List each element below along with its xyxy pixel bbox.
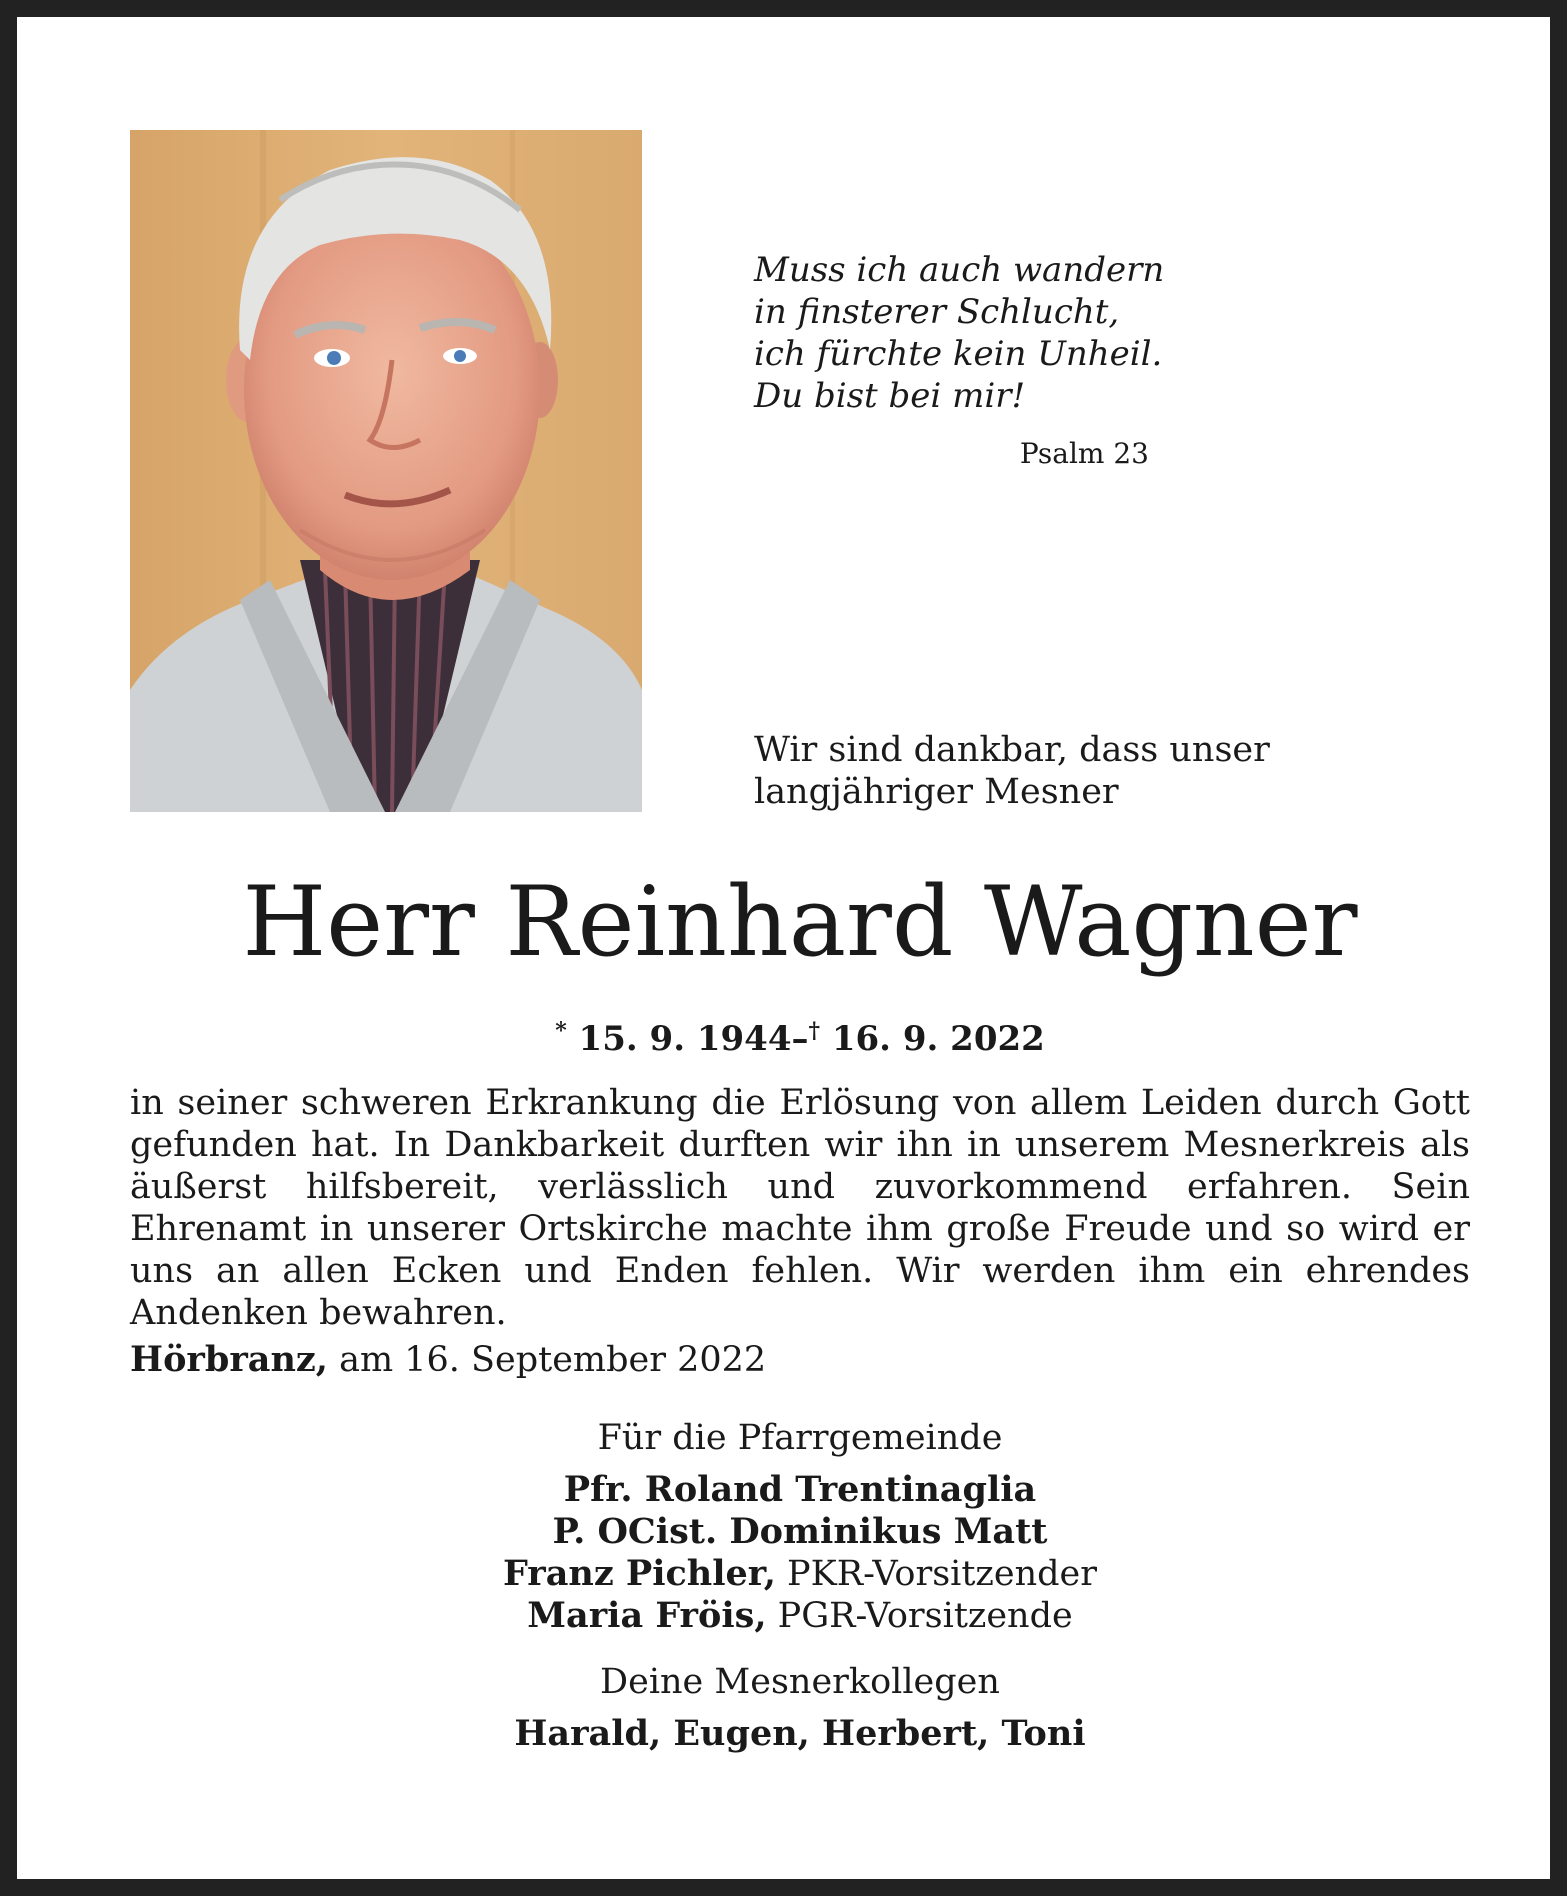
colleagues-names (297, 1713, 1303, 1755)
member-role: PKR-Vorsitzender (775, 1554, 1097, 1594)
quote-line-2: in finsterer Schlucht, (754, 292, 1120, 332)
colleagues-heading: Deine Mesnerkollegen (600, 1662, 1000, 1702)
parish-member-4 (297, 1595, 1303, 1637)
member-name: Maria Fröis, (527, 1595, 767, 1636)
psalm-quote (754, 249, 1165, 417)
portrait-photo (130, 130, 642, 812)
member-name: P. OCist. Dominikus Matt (552, 1511, 1048, 1552)
obituary-body: in seiner schweren Erkrankung die Erlösung von allem Leiden durch Gott gefunden hat. In Dankbarkeit durften wir ihn in unserem Mesnerkreis als äußerst hilfsbereit, verlässlich und zuvorkommend erfahren. Sein Ehrenamt in unserer Ortskirche machte ihm große Freude und so wird er uns an allen Ecken und Enden fehlen. Wir werden ihm ein ehrendes Andenken bewahren. (130, 1083, 1470, 1333)
birth-date: 15. 9. 1944 (578, 1019, 792, 1059)
date-separator: – (791, 1019, 809, 1059)
quote-line-1: Muss ich auch wandern (754, 250, 1165, 290)
birth-symbol: * (555, 1018, 567, 1044)
member-name: Pfr. Roland Trentinaglia (563, 1469, 1037, 1510)
parish-member-2 (297, 1511, 1303, 1553)
death-symbol: † (808, 1018, 821, 1044)
colleague-list: Harald, Eugen, Herbert, Toni (514, 1713, 1086, 1754)
portrait-illustration (130, 130, 642, 812)
quote-line-4: Du bist bei mir! (754, 376, 1026, 416)
signatories (297, 1417, 1303, 1755)
parish-member-1 (297, 1469, 1303, 1511)
parish-member-3 (297, 1553, 1303, 1595)
life-dates (130, 1009, 1470, 1061)
place-date (130, 1339, 1030, 1381)
death-date: 16. 9. 2022 (831, 1019, 1045, 1059)
member-name: Franz Pichler, (503, 1553, 776, 1594)
deceased-name: Herr Reinhard Wagner (242, 866, 1358, 978)
parish-heading: Für die Pfarrgemeinde (597, 1418, 1003, 1458)
place-town: Hörbranz, (130, 1339, 328, 1380)
place-date-text: am 16. September 2022 (327, 1340, 767, 1380)
quote-source: Psalm 23 (1019, 437, 1149, 470)
member-role: PGR-Vorsitzende (766, 1596, 1073, 1636)
intro-text: Wir sind dankbar, dass unser langjähriger Mesner (754, 730, 1270, 812)
quote-line-3: ich fürchte kein Unheil. (754, 334, 1163, 374)
obituary-page (17, 17, 1550, 1879)
